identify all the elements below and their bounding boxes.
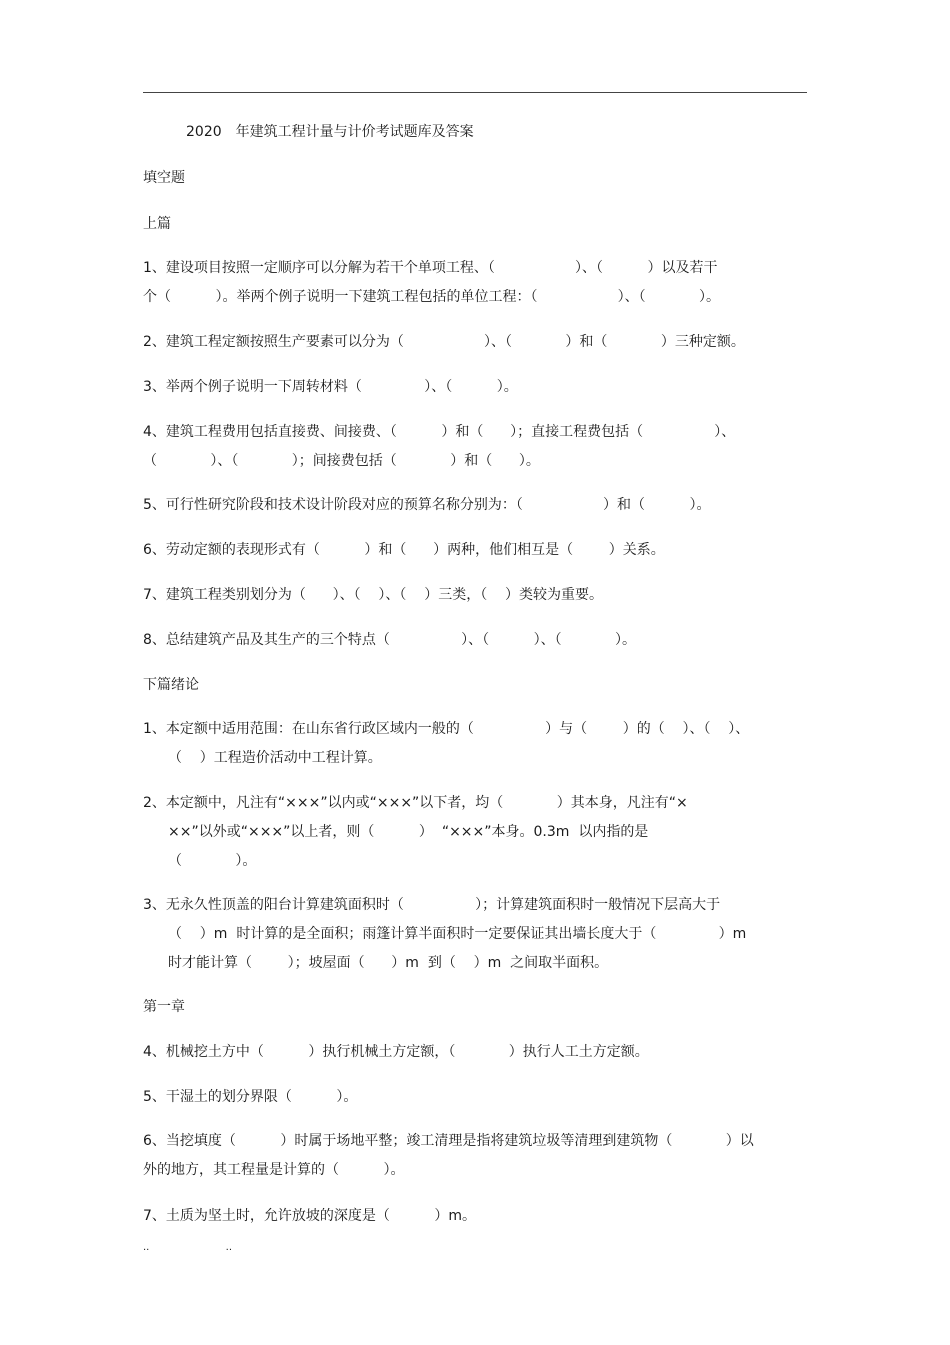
question-line: 1、本定额中适用范围：在山东省行政区域内一般的（ ）与（ ）的（ ）、（ ）、 [143, 721, 750, 737]
header-rule [143, 92, 807, 93]
question-line: 外的地方，其工程量是计算的（ ）。 [143, 1162, 405, 1178]
question-line: 6、当挖填度（ ）时属于场地平整；竣工清理是指将建筑垃圾等清理到建筑物（ ）以 [143, 1133, 754, 1149]
question-line: ××”以外或“×××”以上者，则（ ） “×××”本身。0.3m 以内指的是 [168, 824, 649, 840]
question-line: 3、举两个例子说明一下周转材料（ ）、（ ）。 [143, 379, 518, 395]
question-line: （ ）工程造价活动中工程计算。 [168, 750, 382, 766]
question-line: 2、本定额中，凡注有“×××”以内或“×××”以下者，均（ ）其本身，凡注有“× [143, 795, 688, 811]
question-line: 2、建筑工程定额按照生产要素可以分为（ ）、（ ）和（ ）三种定额。 [143, 334, 745, 350]
question-line: 7、土质为坚土时，允许放坡的深度是（ ）m。 [143, 1208, 477, 1224]
question-line: 4、机械挖土方中（ ）执行机械土方定额，（ ）执行人工土方定额。 [143, 1044, 649, 1060]
question-line: 3、无永久性顶盖的阳台计算建筑面积时（ ）；计算建筑面积时一般情况下层高大于 [143, 897, 721, 913]
question-line: 8、总结建筑产品及其生产的三个特点（ ）、（ ）、（ ）。 [143, 632, 637, 648]
question-line: 个（ ）。举两个例子说明一下建筑工程包括的单位工程：（ ）、（ ）。 [143, 289, 721, 305]
question-line: 5、干湿土的划分界限（ ）。 [143, 1089, 358, 1105]
question-line: 4、建筑工程费用包括直接费、间接费、（ ）和（ ）；直接工程费包括（ ）、 [143, 424, 736, 440]
question-line: （ ）、（ ）；间接费包括（ ）和（ ）。 [143, 453, 540, 469]
section-heading: 第一章 [143, 999, 185, 1015]
section-heading: 上篇 [143, 216, 171, 232]
section-heading: 填空题 [143, 170, 185, 186]
section-heading: 下篇绪论 [143, 677, 199, 693]
question-line: （ ）m 时计算的是全面积；雨篷计算半面积时一定要保证其出墙长度大于（ ）m [168, 926, 747, 942]
page-footer-dots: .. .. [143, 1242, 233, 1253]
question-line: 5、可行性研究阶段和技术设计阶段对应的预算名称分别为：（ ）和（ ）。 [143, 497, 711, 513]
question-line: 7、建筑工程类别划分为（ ）、（ ）、（ ）三类，（ ）类较为重要。 [143, 587, 604, 603]
question-line: 时才能计算（ ）；坡屋面（ ）m 到（ ）m 之间取半面积。 [168, 955, 609, 971]
question-line: 1、建设项目按照一定顺序可以分解为若干个单项工程、（ ）、（ ）以及若干 [143, 260, 718, 276]
question-line: 6、劳动定额的表现形式有（ ）和（ ）两种，他们相互是（ ）关系。 [143, 542, 665, 558]
document-title: 2020 年建筑工程计量与计价考试题库及答案 [186, 124, 474, 140]
question-line: （ ）。 [168, 853, 257, 869]
